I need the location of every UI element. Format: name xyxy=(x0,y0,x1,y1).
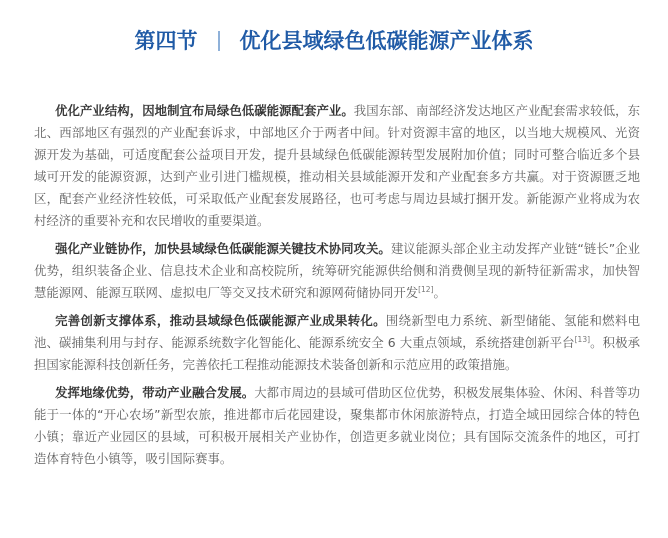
paragraph-lead: 发挥地缘优势，带动产业融合发展。 xyxy=(55,385,255,400)
paragraph-text-end: 。积极承担国家能源科技创新任务，完善依托工程推动能源技术装备创新和示范应用的政策措施。 xyxy=(34,335,640,372)
paragraph-lead: 强化产业链协作，加快县域绿色低碳能源关键技术协同攻关。 xyxy=(55,241,391,256)
paragraph-text-end: 。 xyxy=(433,285,446,300)
reference-marker: [13] xyxy=(574,334,591,344)
paragraph-innovation-system xyxy=(34,310,640,376)
paragraph-geographic-advantage xyxy=(34,382,640,470)
paragraph-text: 围绕新型电力系统、新型储能、氢能和燃料电池、碳捕集利用与封存、能源系统数字化智能化、能源系统安全 6 大重点领域，系统搭建创新平台 xyxy=(34,313,641,350)
section-number: 第四节 xyxy=(134,29,198,53)
section-title: 优化县域绿色低碳能源产业体系 xyxy=(239,29,534,53)
reference-marker: [12] xyxy=(418,284,434,294)
paragraph-industry-chain xyxy=(34,238,640,304)
paragraph-text: 我国东部、南部经济发达地区产业配套需求较低，东北、西部地区有强烈的产业配套诉求，中部地区介于两者中间。针对资源丰富的地区，以当地大规模风、光资源开发为基础，可适度配套公益项目开发，提升县域绿色低碳能源转型发展附加价值；同时可整合临近多个县域可开发的能源资源，达到产业引进门槛规模，推动相关县域能源开发和产业配套多方共赢。对于资源匮乏地区，配套产业经济性较低，可采取低产业配套发展路径，也可考虑与周边县域打捆开发。新能源产业将成为农村经济的重要补充和农民增收的重要渠道。 xyxy=(34,103,641,228)
paragraph-industrial-structure xyxy=(34,100,640,232)
section-header xyxy=(0,26,668,56)
paragraph-text: 建议能源头部企业主动发挥产业链“链长”企业优势，组织装备企业、信息技术企业和高校院所，统筹研究能源供给侧和消费侧呈现的新特征新需求，加快智慧能源网、能源互联网、虚拟电厂等交叉技术研究和源网荷储协同开发 xyxy=(34,241,641,300)
paragraph-lead: 完善创新支撑体系，推动县域绿色低碳能源产业成果转化。 xyxy=(55,313,386,328)
article-body xyxy=(34,100,640,476)
paragraph-lead: 优化产业结构，因地制宜布局绿色低碳能源配套产业。 xyxy=(55,103,354,118)
paragraph-text: 大都市周边的县域可借助区位优势，积极发展集体验、休闲、科普等功能于一体的“开心农场”新型农旅，推进都市后花园建设，聚集都市休闲旅游特点，打造全域田园综合体的特色小镇；靠近产业园区的县域，可积极开展相关产业协作，创造更多就业岗位；具有国际交流条件的地区，可打造体育特色小镇等，吸引国际赛事。 xyxy=(34,385,641,466)
header-divider xyxy=(218,31,220,51)
